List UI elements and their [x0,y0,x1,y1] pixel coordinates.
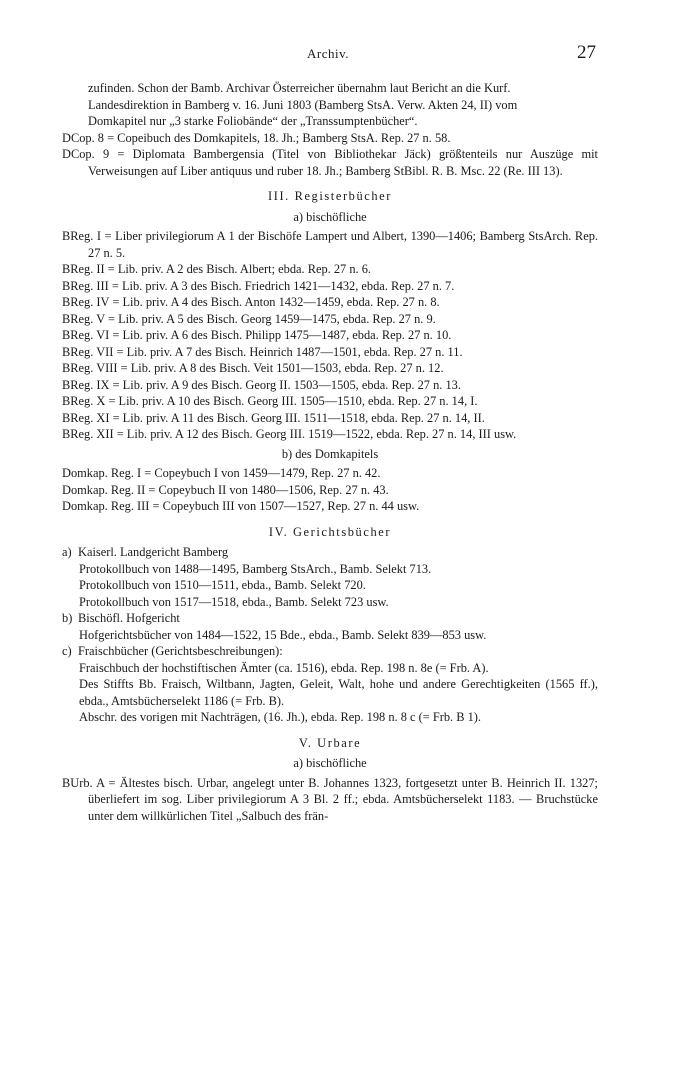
section-heading: IV. Gerichtsbücher [268,524,392,539]
register-entry: Domkap. Reg. I = Copeybuch I von 1459—1479, Rep. 27 n. 42. [62,466,381,480]
list-line: Abschr. des vorigen mit Nachträgen, (16. Jh.), ebda. Rep. 198 n. 8 c (= Frb. B 1). [79,710,482,724]
page-header [60,42,596,66]
list-title: Bischöfl. Hofgericht [78,611,180,625]
register-entry: BUrb. A = Ältestes bisch. Urbar, angelegt unter B. Johannes 1323, fortgesetzt unter B. Heinrich II. 1327; überliefert im sog. Liber privilegiorum A 3 Bl. 2 ff.; ebda. Amtsbücherselekt 1183. — Bruchstücke unter dem willkürlichen Titel „Salbuch des frän- [62,775,598,823]
intro-continuation [62,80,598,130]
register-entry: BReg. X = Lib. priv. A 10 des Bisch. Georg III. 1505—1510, ebda. Rep. 27 n. 14, I. [62,394,478,408]
register-entry: BReg. IV = Lib. priv. A 4 des Bisch. Anton 1432—1459, ebda. Rep. 27 n. 8. [62,295,440,309]
court-book-group [62,643,598,660]
list-line: Hofgerichtsbücher von 1484—1522, 15 Bde., ebda., Bamb. Selekt 839—853 usw. [79,627,487,642]
list-line: Protokollbuch von 1488—1495, Bamberg StsArch., Bamb. Selekt 713. [79,561,432,576]
page-body [62,80,598,824]
list-label: b) [62,611,73,625]
register-entry: Domkap. Reg. II = Copeybuch II von 1480—1506, Rep. 27 n. 43. [62,482,389,497]
list-title: Kaiserl. Landgericht Bamberg [78,545,229,559]
subsection-heading: b) des Domkapitels [281,446,379,461]
register-entry: Domkap. Reg. III = Copeybuch III von 1507—1527, Rep. 27 n. 44 usw. [62,499,420,513]
text-line: Domkapitel nur „3 starke Foliobände“ der „Transsumptenbücher“. [88,114,418,128]
register-entry: DCop. 8 = Copeibuch des Domkapitels, 18. Jh.; Bamberg StsA. Rep. 27 n. 58. [62,130,451,145]
register-entry: BReg. VI = Lib. priv. A 6 des Bisch. Philipp 1475—1487, ebda. Rep. 27 n. 10. [62,328,452,342]
text-line: Landesdirektion in Bamberg v. 16. Juni 1803 (Bamberg StsA. Verw. Akten 24, II) vom [88,97,518,112]
list-line: Des Stiffts Bb. Fraisch, Wiltbann, Jagten, Geleit, Walt, hohe und andere Gerechtigkeiten (1565 ff.), ebda., Amtsbücherselekt 1186 (= Frb. B). [79,677,598,708]
page-number: 27 [577,42,596,63]
court-book-group [62,610,598,627]
register-entry: BReg. XII = Lib. priv. A 12 des Bisch. Georg III. 1519—1522, ebda. Rep. 27 n. 14, III usw. [62,427,517,441]
subsection-heading: a) bischöfliche [293,209,367,224]
register-entry: BReg. VIII = Lib. priv. A 8 des Bisch. Veit 1501—1503, ebda. Rep. 27 n. 12. [62,361,444,375]
text-line: zufinden. Schon der Bamb. Archivar Österreicher übernahm laut Bericht an die Kurf. [88,81,511,95]
list-line: Protokollbuch von 1517—1518, ebda., Bamb. Selekt 723 usw. [79,594,389,609]
register-entry: BReg. VII = Lib. priv. A 7 des Bisch. Heinrich 1487—1501, ebda. Rep. 27 n. 11. [62,344,463,359]
list-line: Fraischbuch der hochstiftischen Ämter (ca. 1516), ebda. Rep. 198 n. 8e (= Frb. A). [79,660,489,675]
court-book-group [62,544,598,561]
register-entry: DCop. 9 = Diplomata Bambergensia (Titel von Bibliothekar Jäck) größtenteils nur Auszüge mit Verweisungen auf Liber antiquus und ruber 18. Jh.; Bamberg StBibl. R. B. Msc. 22 (Re. III 13). [62,147,598,178]
subsection-heading: a) bischöfliche [293,756,367,770]
register-entry: BReg. V = Lib. priv. A 5 des Bisch. Georg 1459—1475, ebda. Rep. 27 n. 9. [62,311,436,326]
register-entry: BReg. XI = Lib. priv. A 11 des Bisch. Georg III. 1511—1518, ebda. Rep. 27 n. 14, II. [62,410,485,425]
section-heading: V. Urbare [298,735,362,750]
register-entry: BReg. IX = Lib. priv. A 9 des Bisch. Georg II. 1503—1505, ebda. Rep. 27 n. 13. [62,377,461,392]
list-label: a) [62,545,72,559]
register-entry: BReg. I = Liber privilegiorum A 1 der Bischöfe Lampert und Albert, 1390—1406; Bamberg StsArch. Rep. 27 n. 5. [62,229,598,260]
register-entry: BReg. II = Lib. priv. A 2 des Bisch. Albert; ebda. Rep. 27 n. 6. [62,262,372,276]
register-entry: BReg. III = Lib. priv. A 3 des Bisch. Friedrich 1421—1432, ebda. Rep. 27 n. 7. [62,278,455,293]
list-line: Protokollbuch von 1510—1511, ebda., Bamb. Selekt 720. [79,578,366,592]
list-label: c) [62,644,72,658]
running-title: Archiv. [306,46,349,61]
list-title: Fraischbücher (Gerichtsbeschreibungen): [78,644,283,658]
section-heading: III. Registerbücher [268,189,392,203]
